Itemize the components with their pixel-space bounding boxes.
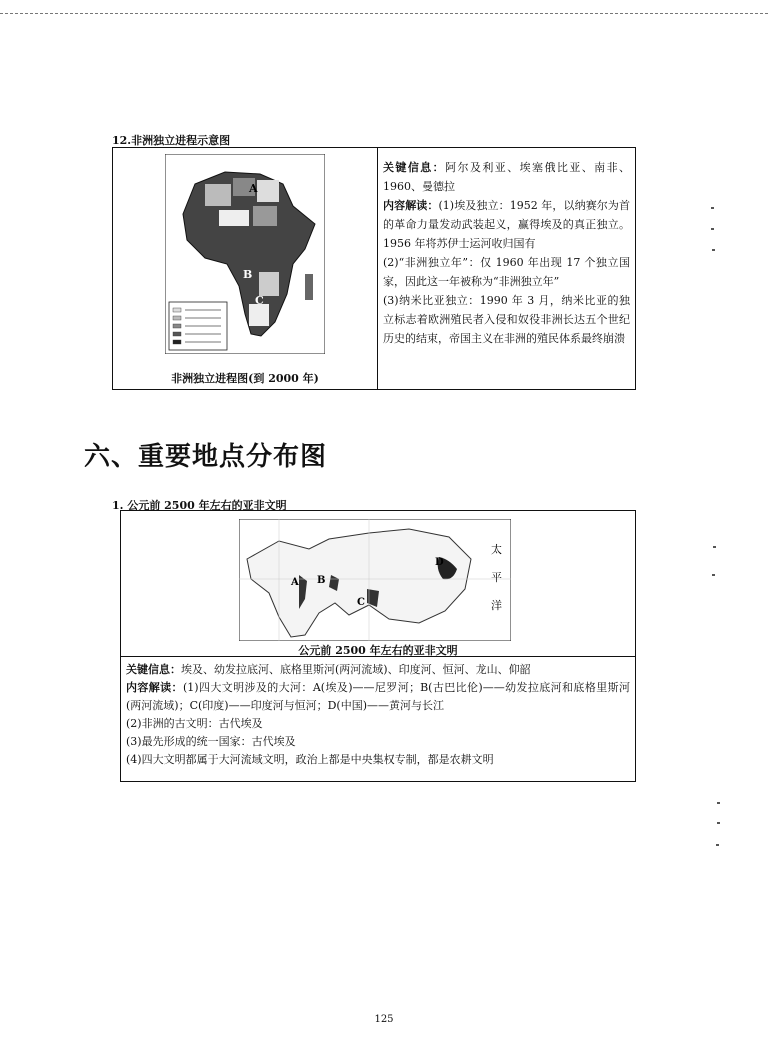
scan-speck	[712, 249, 715, 251]
content-line	[121, 679, 635, 715]
scan-speck	[717, 802, 720, 804]
content-item: (1)埃及独立：1952 年，以纳赛尔为首的革命力量发动武装起义，赢得埃及的真正独立。1956 年将苏伊士运河收归国有	[383, 199, 631, 250]
ancient-civilizations-map	[239, 519, 511, 641]
section-1-title: 1. 公元前 2500 年左右的亚非文明	[112, 499, 287, 512]
content-item: (2)非洲的古文明：古代埃及	[126, 717, 263, 730]
africa-independence-map	[165, 154, 325, 354]
section-12-notes	[378, 148, 635, 389]
map-label-pacific-2: 平	[491, 571, 502, 584]
map-label-a: A	[249, 182, 258, 195]
content-item: (2)“非洲独立年”：仅 1960 年出现 17 个独立国家，因此这一年被称为“非洲独立年”	[383, 256, 630, 288]
scan-edge-line	[0, 13, 768, 14]
section-12-table	[112, 147, 636, 390]
key-info-text: 阿尔及利亚、埃塞俄比亚、南非、1960、曼德拉	[383, 161, 631, 193]
map-label-c: C	[357, 597, 365, 608]
content-item: (3)最先形成的统一国家：古代埃及	[126, 735, 296, 748]
scan-speck	[717, 822, 720, 824]
content-label: 内容解读：	[383, 199, 439, 212]
scan-speck	[712, 574, 715, 576]
section-12-title: 12.非洲独立进程示意图	[112, 134, 231, 147]
scan-speck	[713, 546, 716, 548]
scan-speck	[711, 207, 714, 209]
content-item: (4)四大文明都属于大河流域文明，政治上都是中央集权专制，都是农耕文明	[126, 753, 494, 766]
key-info-label: 关键信息：	[126, 663, 181, 676]
section-1-table	[120, 510, 636, 782]
key-info-line	[378, 158, 635, 196]
page-number: 125	[374, 1014, 394, 1025]
content-item: (3)纳米比亚独立：1990 年 3 月，纳米比亚的独立标志着欧洲殖民者入侵和奴役非洲长达五个世纪历史的结束，帝国主义在非洲的殖民体系最终崩溃	[383, 294, 630, 345]
scan-speck	[711, 228, 714, 230]
map-label-b: B	[317, 575, 326, 586]
africa-map-cell	[113, 148, 378, 389]
section-1-notes	[121, 661, 635, 769]
map-label-d: D	[435, 557, 444, 568]
map-label-a: A	[291, 577, 299, 588]
map-label-b: B	[243, 268, 253, 281]
key-info-label: 关键信息：	[383, 161, 446, 174]
map-label-pacific-1: 太	[491, 543, 502, 556]
key-info-text: 埃及、幼发拉底河、底格里斯河(两河流域)、印度河、恒河、龙山、仰韶	[181, 663, 531, 676]
asia-africa-map-caption: 公元前 2500 年左右的亚非文明	[298, 644, 458, 657]
section-heading: 六、重要地点分布图	[84, 442, 328, 472]
content-line	[378, 196, 635, 253]
map-label-c: C	[255, 294, 264, 307]
scan-speck	[716, 844, 719, 846]
content-item: (1)四大文明涉及的大河：A(埃及)——尼罗河；B(古巴比伦)——幼发拉底河和底格里斯河(两河流域)；C(印度)——印度河与恒河；D(中国)——黄河与长江	[126, 681, 630, 712]
africa-map-caption: 非洲独立进程图(到 2000 年)	[171, 372, 319, 385]
key-info-line	[121, 661, 635, 679]
content-label: 内容解读：	[126, 681, 183, 694]
asia-africa-map-cell	[121, 511, 635, 657]
map-label-pacific-3: 洋	[491, 599, 502, 612]
